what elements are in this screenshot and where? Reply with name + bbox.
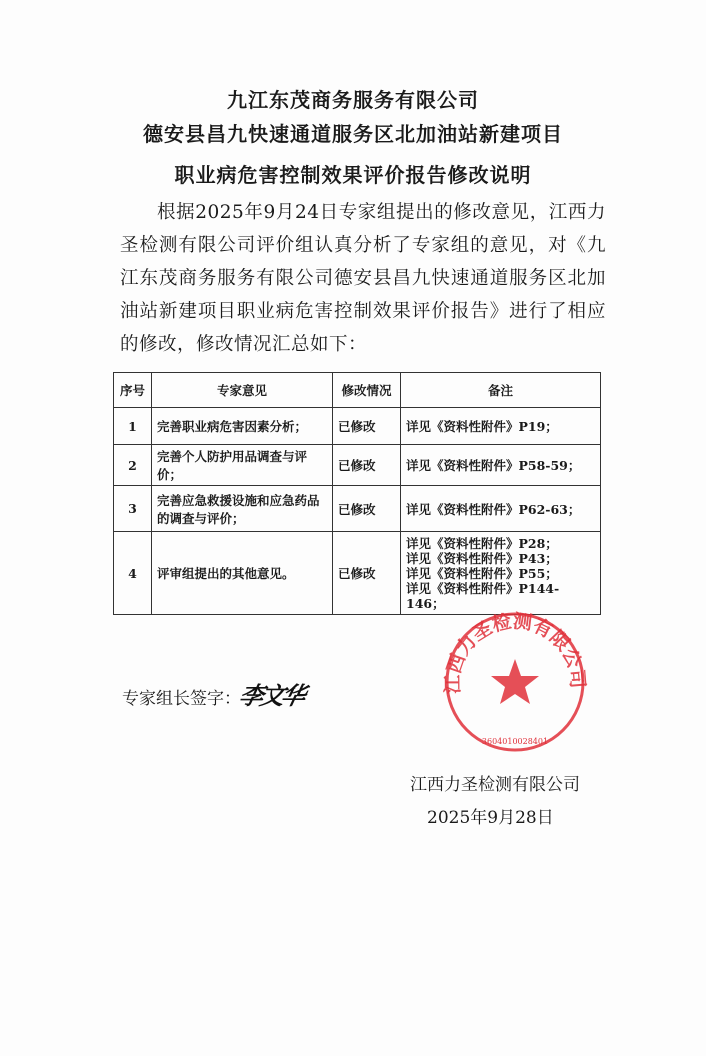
intro-paragraph: 根据2025年9月24日专家组提出的修改意见，江西力圣检测有限公司评价组认真分析了专家组的意见，对《九江东茂商务服务有限公司德安县昌九快速通道服务区北加油站新建项目职业病危害控制效果评价报告》进行了相应的修改，修改情况汇总如下： [120,202,606,355]
table-row [114,486,601,532]
row-status: 已修改 [333,408,401,445]
header-notes: 备注 [401,373,601,408]
svg-text:江西力圣检测有限公司: 江西力圣检测有限公司 [441,610,589,695]
project-title: 德安县昌九快速通道服务区北加油站新建项目 [143,122,563,146]
note-line: 详见《资料性附件》P144-146； [406,580,560,611]
svg-text:3604010028401: 3604010028401 [481,737,549,746]
company-name: 江西力圣检测有限公司 [410,775,580,795]
signature-label: 专家组长签字： [122,689,241,709]
row-no: 1 [114,408,152,445]
table-row [114,408,601,445]
note-line: 详见《资料性附件》P55； [406,565,558,581]
handwritten-signature: 李文华 [236,682,306,710]
row-notes: 详见《资料性附件》P58-59； [401,445,601,486]
signing-date: 2025年9月28日 [427,808,554,828]
row-status: 已修改 [333,486,401,532]
note-line: 详见《资料性附件》P28； [406,535,558,551]
row-no: 3 [114,486,152,532]
row-opinion: 评审组提出的其他意见。 [152,532,333,615]
report-title: 职业病危害控制效果评价报告修改说明 [174,163,532,187]
row-opinion: 完善个人防护用品调查与评价； [152,445,333,486]
table-row [114,532,601,615]
row-notes: 详见《资料性附件》P19； [401,408,601,445]
note-line: 详见《资料性附件》P43； [406,550,558,566]
revision-table [113,372,601,615]
header-status: 修改情况 [333,373,401,408]
row-opinion: 完善职业病危害因素分析； [152,408,333,445]
row-opinion: 完善应急救援设施和应急药品的调查与评价； [152,486,333,532]
row-no: 4 [114,532,152,615]
header-opinion: 专家意见 [152,373,333,408]
company-seal [440,607,590,757]
table-row [114,445,601,486]
header-no: 序号 [114,373,152,408]
row-status: 已修改 [333,532,401,615]
row-status: 已修改 [333,445,401,486]
row-notes: 详见《资料性附件》P62-63； [401,486,601,532]
table-header-row [114,373,601,408]
company-title: 九江东茂商务服务有限公司 [227,88,479,112]
row-no: 2 [114,445,152,486]
row-notes [401,532,601,615]
